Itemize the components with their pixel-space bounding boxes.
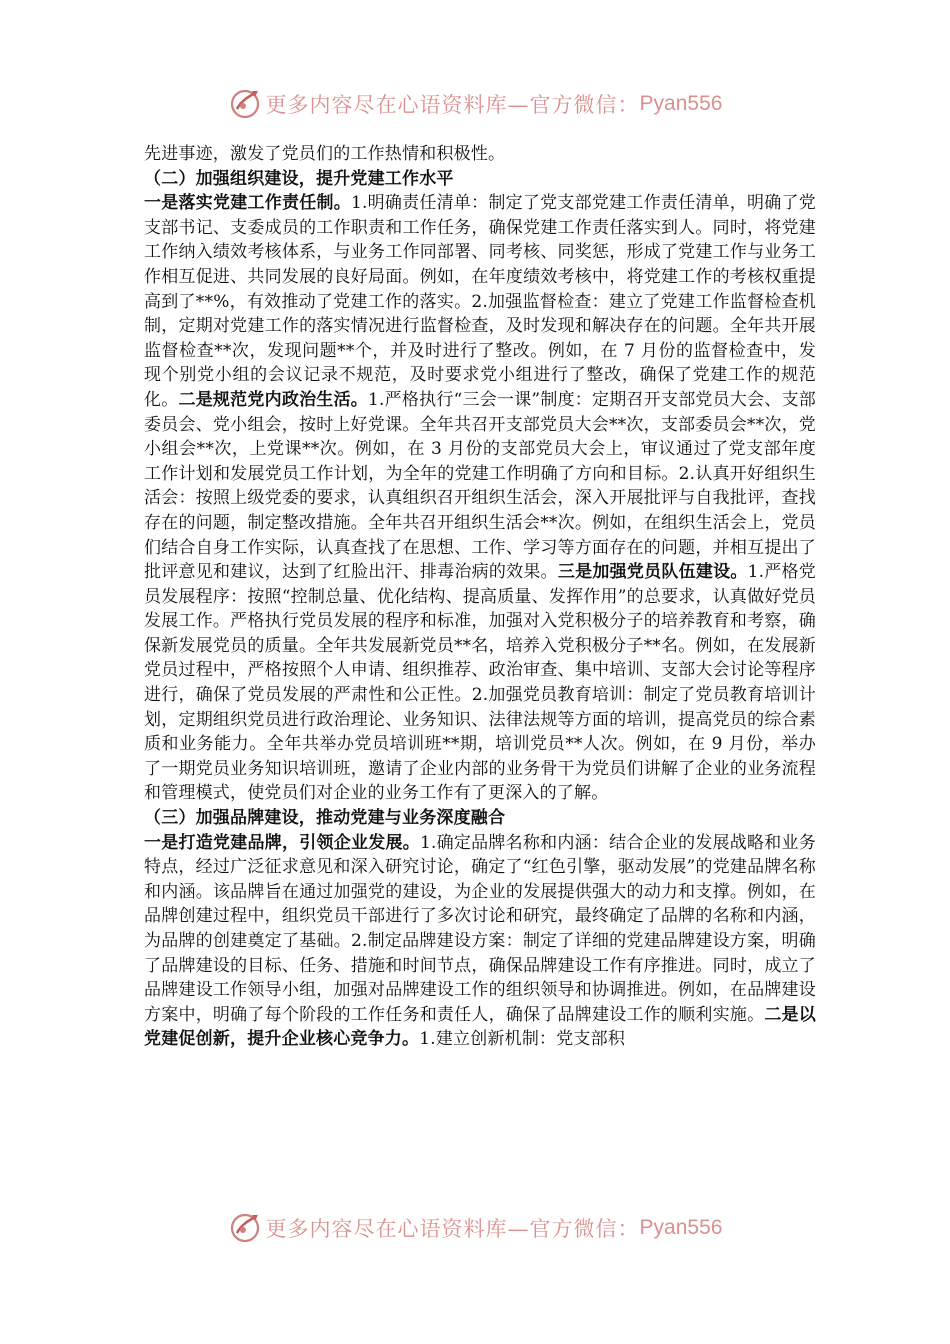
section-heading: （三）加强品牌建设，推动党建与业务深度融合 — [144, 808, 506, 829]
footer-banner — [0, 1208, 950, 1248]
section-heading: （二）加强组织建设，提升党建工作水平 — [144, 168, 454, 189]
logo-icon — [228, 87, 262, 121]
banner-text: 更多内容尽在心语资料库—官方微信： — [265, 93, 640, 117]
lead-phrase: 二是以党建促创新，提升企业核心竞争力。 — [144, 1004, 816, 1050]
paragraph-text: 1.建立创新机制：党支部积 — [419, 1029, 626, 1050]
lead-phrase: 二是规范党内政治生活。 — [178, 389, 369, 410]
paragraph-text: 1.确定品牌名称和内涵：结合企业的发展战略和业务特点，经过广泛征求意见和深入研究讨论，确定了“红色引擎，驱动发展”的党建品牌名称和内涵。该品牌旨在通过加强党的建设，为企业的发展提供强大的动力和支撑。例如，在品牌创建过程中，组织党员干部进行了多次讨论和研究，最终确定了品牌的名称和内涵，为品牌的创建奠定了基础。2.制定品牌建设方案：制定了详细的党建品牌建设方案，明确了品牌建设的目标、任务、措施和时间节点，确保品牌建设工作有序推进。同时，成立了品牌建设工作领导小组，加强对品牌建设工作的组织领导和协调推进。例如，在品牌建设方案中，明确了每个阶段的工作任务和责任人，确保了品牌建设工作的顺利实施。 — [144, 832, 816, 1025]
paragraph-text: 1.明确责任清单：制定了党支部党建工作责任清单，明确了党支部书记、支委成员的工作职责和工作任务，确保党建工作责任落实到人。同时，将党建工作纳入绩效考核体系，与业务工作同部署、同考核、同奖惩，形成了党建工作与业务工作相互促进、共同发展的良好局面。例如，在年度绩效考核中，将党建工作的考核权重提高到了**%，有效推动了党建工作的落实。2.加强监督检查：建立了党建工作监督检查机制，定期对党建工作的落实情况进行监督检查，及时发现和解决存在的问题。全年共开展监督检查**次，发现问题**个，并及时进行了整改。例如，在 7 月份的监督检查中，发现个别党小组的会议记录不规范，及时要求党小组进行了整改，确保了党建工作的规范化。 — [144, 193, 816, 410]
paragraph — [144, 191, 816, 806]
logo-icon — [228, 1211, 262, 1245]
lead-phrase: 三是加强党员队伍建设。 — [557, 562, 748, 583]
paragraph-text: 1.严格党员发展程序：按照“控制总量、优化结构、提高质量、发挥作用”的总要求，认真做好党员发展工作。严格执行党员发展的程序和标准，加强对入党积极分子的培养教育和考察，确保新发展党员的质量。全年共发展新党员**名，培养入党积极分子**名。例如，在发展新党员过程中，严格按照个人申请、组织推荐、政治审查、集中培训、支部大会讨论等程序进行，确保了党员发展的严肃性和公正性。2.加强党员教育培训：制定了党员教育培训计划，定期组织党员进行政治理论、业务知识、法律法规等方面的培训，提高党员的综合素质和业务能力。全年共举办党员培训班**期，培训党员**人次。例如，在 9 月份，举办了一期党员业务知识培训班，邀请了企业内部的业务骨干为党员们讲解了企业的业务流程和管理模式，使党员们对企业的业务工作有了更深入的了解。 — [144, 562, 816, 804]
banner-wechat-id: Pyan556 — [639, 1216, 723, 1239]
banner-wechat-id: Pyan556 — [639, 92, 723, 115]
banner-text: 更多内容尽在心语资料库—官方微信： — [265, 1217, 640, 1241]
document-body — [144, 142, 816, 1052]
paragraph — [144, 831, 816, 1052]
lead-phrase: 一是打造党建品牌，引领企业发展。 — [144, 832, 420, 853]
lead-phrase: 一是落实党建工作责任制。 — [144, 193, 351, 214]
header-banner — [0, 84, 950, 124]
paragraph: 先进事迹，激发了党员们的工作热情和积极性。 — [144, 144, 506, 164]
paragraph-text: 1.严格执行“三会一课”制度：定期召开支部党员大会、支部委员会、党小组会，按时上好党课。全年共召开支部党员大会**次，支部委员会**次，党小组会**次，上党课**次。例如，在 3 月份的支部党员大会上，审议通过了党支部年度工作计划和发展党员工作计划，为全年的党建工作明确了方向和目标。2.认真开好组织生活会：按照上级党委的要求，认真组织召开组织生活会，深入开展批评与自我批评，查找存在的问题，制定整改措施。全年共召开组织生活会**次。例如，在组织生活会上，党员们结合自身工作实际，认真查找了在思想、工作、学习等方面存在的问题，并相互提出了批评意见和建议，达到了红脸出汗、排毒治病的效果。 — [144, 389, 817, 583]
